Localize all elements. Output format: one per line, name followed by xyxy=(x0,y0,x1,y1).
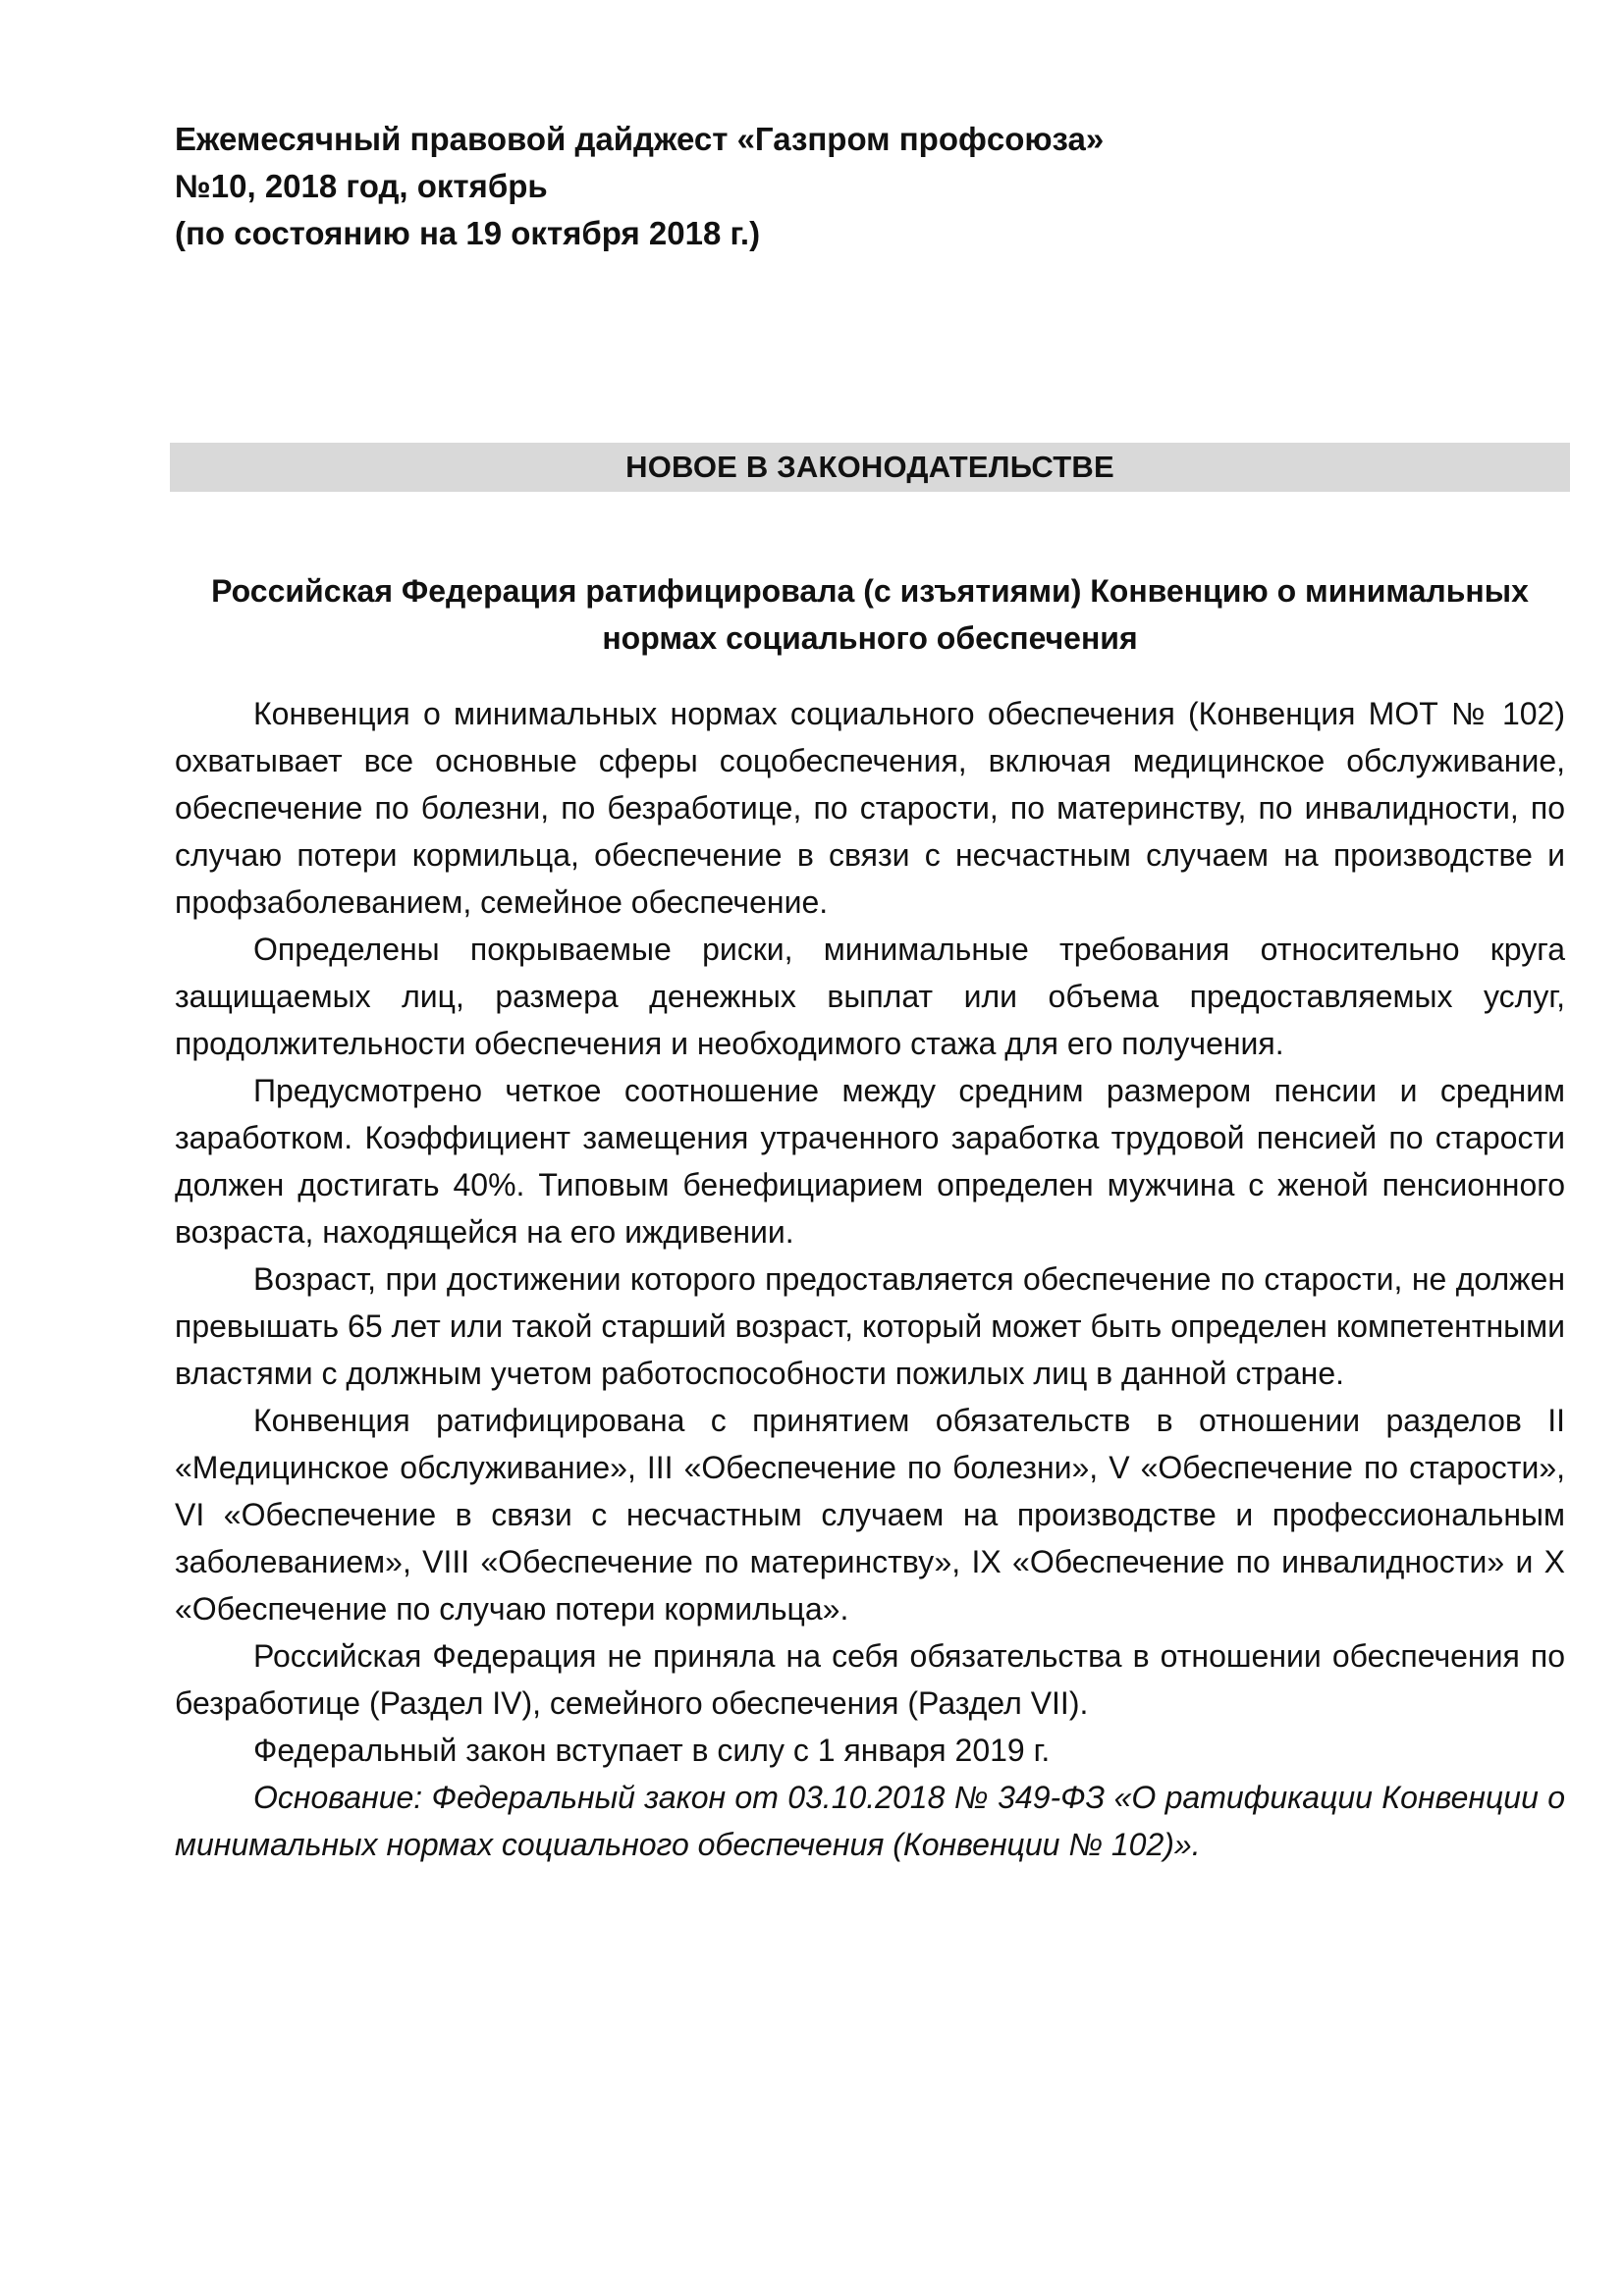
article-paragraph: Возраст, при достижении которого предоставляется обеспечение по старости, не должен превышать 65 лет или такой старший возраст, который может быть определен компетентными властями с должным учетом работоспособности пожилых лиц в данной стране. xyxy=(175,1261,1565,1391)
article-paragraph: Федеральный закон вступает в силу с 1 января 2019 г. xyxy=(253,1733,1051,1768)
digest-title: Ежемесячный правовой дайджест «Газпром профсоюза» xyxy=(175,121,1105,157)
section-heading: НОВОЕ В ЗАКОНОДАТЕЛЬСТВЕ xyxy=(170,443,1570,492)
article-body xyxy=(175,690,1565,1868)
digest-header xyxy=(175,116,1451,257)
article-paragraph: Определены покрываемые риски, минимальные требования относительно круга защищаемых лиц, размера денежных выплат или объема предоставляемых услуг, продолжительности обеспечения и необходимого стажа для его получения. xyxy=(175,932,1565,1061)
digest-issue: №10, 2018 год, октябрь xyxy=(175,168,548,204)
digest-date: (по состоянию на 19 октября 2018 г.) xyxy=(175,215,761,251)
article-title: Российская Федерация ратифицировала (с изъятиями) Конвенцию о минимальных нормах социального обеспечения xyxy=(211,573,1529,656)
article-paragraph: Российская Федерация не приняла на себя обязательства в отношении обеспечения по безработице (Раздел IV), семейного обеспечения (Раздел VII). xyxy=(175,1638,1565,1721)
article-paragraph: Конвенция ратифицирована с принятием обязательств в отношении разделов II «Медицинское обслуживание», III «Обеспечение по болезни», V «Обеспечение по старости», VI «Обеспечение в связи с несчастным случаем на производстве и профессиональным заболеванием», VIII «Обеспечение по материнству», IX «Обеспечение по инвалидности» и X «Обеспечение по случаю потери кормильца». xyxy=(175,1403,1565,1627)
article-paragraph: Предусмотрено четкое соотношение между средним размером пенсии и средним заработком. Коэффициент замещения утраченного заработка трудовой пенсией по старости должен достигать 40%. Типовым бенефициарием определен мужчина с женой пенсионного возраста, находящейся на его иждивении. xyxy=(175,1073,1565,1250)
article-paragraph: Конвенция о минимальных нормах социального обеспечения (Конвенция МОТ № 102) охватывает все основные сферы соцобеспечения, включая медицинское обслуживание, обеспечение по болезни, по безработице, по старости, по материнству, по инвалидности, по случаю потери кормильца, обеспечение в связи с несчастным случаем на производстве и профзаболеванием, семейное обеспечение. xyxy=(175,696,1565,920)
legal-basis: Основание: Федеральный закон от 03.10.2018 № 349-ФЗ «О ратификации Конвенции о минимальных нормах социального обеспечения (Конвенции № 102)». xyxy=(175,1780,1565,1862)
